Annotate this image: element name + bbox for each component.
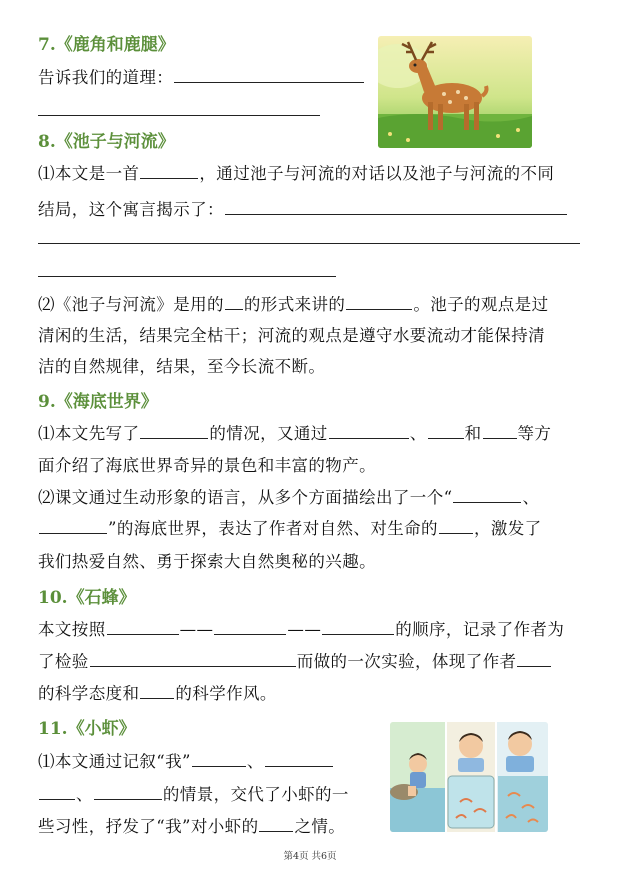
s9-q2-text-a: ⑵课文通过生动形象的语言，从多个方面描绘出了一个“ — [38, 488, 453, 507]
s10-blank-6[interactable] — [140, 684, 174, 699]
s11-line3 — [38, 813, 345, 837]
s9-q1-blank-3[interactable] — [428, 424, 464, 439]
s7-blank-1[interactable] — [174, 68, 364, 83]
s11-line1 — [38, 748, 334, 772]
section-7-heading: 7.《鹿角和鹿腿》 — [38, 35, 175, 55]
s10-text-e: 的科学态度和 — [38, 684, 140, 703]
s9-q1-text-e: 等方 — [517, 424, 552, 443]
s8-q2-line1 — [38, 291, 549, 315]
s10-line1 — [38, 616, 564, 640]
s11-text-d: 的情景，交代了小虾的一 — [162, 785, 349, 804]
s8-q1-blank-genre[interactable] — [140, 164, 198, 179]
s10-blank-5[interactable] — [517, 652, 551, 667]
s10-blank-2[interactable] — [214, 620, 286, 635]
s9-q1-text-b: 的情况，又通过 — [209, 424, 328, 443]
s9-q2-line3: 我们热爱自然、勇于探索大自然奥秘的兴趣。 — [38, 552, 376, 571]
s10-line2 — [38, 648, 552, 672]
s8-q1-blank-3[interactable] — [38, 276, 336, 277]
s10-text-c: 了检验 — [38, 652, 89, 671]
s8-q2-blank-form[interactable] — [225, 295, 243, 310]
page-footer: 第4页 共6页 — [283, 851, 337, 862]
s7-lesson-line — [38, 64, 365, 88]
s9-q1-blank-2[interactable] — [329, 424, 409, 439]
s9-q2-line1 — [38, 484, 539, 508]
s11-blank-4[interactable] — [94, 785, 162, 800]
s10-blank-1[interactable] — [107, 620, 179, 635]
s9-q2-text-b: 、 — [522, 488, 540, 507]
s8-q1-text-a: ⑴本文是一首 — [38, 164, 140, 183]
s9-q1-line1 — [38, 420, 551, 444]
s10-text-a: 本文按照 — [38, 620, 106, 639]
s11-blank-2[interactable] — [265, 752, 333, 767]
s9-q2-blank-3[interactable] — [439, 519, 473, 534]
s9-q1-text-d: 和 — [464, 424, 482, 443]
s10-dash-1: —— — [179, 620, 214, 639]
s8-q2-blank-content[interactable] — [346, 295, 412, 310]
s10-dash-2: —— — [287, 620, 322, 639]
s8-q1-line1 — [38, 160, 554, 184]
s9-q1-line2: 面介绍了海底世界奇异的景色和丰富的物产。 — [38, 456, 376, 475]
s11-blank-5[interactable] — [259, 817, 293, 832]
s9-q1-text-c: 、 — [409, 424, 427, 443]
s11-line2 — [38, 781, 349, 805]
s9-q2-blank-2[interactable] — [39, 519, 107, 534]
section-8-heading: 8.《池子与河流》 — [38, 132, 175, 152]
s10-blank-4[interactable] — [90, 652, 296, 667]
s8-q2-text-a: ⑵《池子与河流》是用的 — [38, 295, 224, 314]
s11-text-e: 些习性，抒发了“我”对小虾的 — [38, 817, 259, 836]
s11-blank-1[interactable] — [192, 752, 246, 767]
s7-blank-2[interactable] — [38, 115, 320, 116]
s8-q1-blank-2[interactable] — [38, 243, 580, 244]
s8-q1-line2 — [38, 196, 568, 220]
boy-and-shrimp-illustration — [390, 722, 548, 832]
s9-q1-blank-1[interactable] — [140, 424, 208, 439]
s8-q2-text-c: 。池子的观点是过 — [413, 295, 549, 314]
s8-q1-text-c: 结局，这个寓言揭示了： — [38, 200, 224, 219]
s8-q1-text-b: ，通过池子与河流的对话以及池子与河流的不同 — [199, 164, 555, 183]
s10-line3 — [38, 680, 277, 704]
s10-text-b: 的顺序，记录了作者为 — [395, 620, 565, 639]
section-10-heading: 10.《石蜂》 — [38, 588, 136, 608]
deer-illustration — [378, 36, 532, 148]
s11-text-f: 之情。 — [294, 817, 346, 836]
s11-text-c: 、 — [76, 785, 93, 804]
s11-blank-3[interactable] — [39, 785, 75, 800]
s9-q2-blank-1[interactable] — [453, 488, 521, 503]
s11-text-b: 、 — [246, 752, 264, 771]
s9-q2-text-c: ”的海底世界，表达了作者对自然、对生命的 — [108, 519, 438, 538]
s7-label: 告诉我们的道理： — [38, 68, 174, 87]
s11-text-a: ⑴本文通过记叙“我” — [38, 752, 191, 771]
s8-q1-blank-1[interactable] — [225, 200, 567, 215]
s8-q2-line3: 洁的自然规律，结果，至今长流不断。 — [38, 357, 326, 376]
s10-text-f: 的科学作风。 — [175, 684, 277, 703]
s8-q2-line2: 清闲的生活，结果完全枯干；河流的观点是遵守水要流动才能保持清 — [38, 326, 545, 345]
s9-q1-text-a: ⑴本文先写了 — [38, 424, 140, 443]
s9-q1-blank-4[interactable] — [483, 424, 517, 439]
s9-q2-line2 — [38, 515, 542, 539]
section-9-heading: 9.《海底世界》 — [38, 392, 158, 412]
s8-q2-text-b: 的形式来讲的 — [243, 295, 346, 314]
s10-blank-3[interactable] — [322, 620, 394, 635]
s10-text-d: 而做的一次实验，体现了作者 — [296, 652, 517, 671]
s9-q2-text-d: ，激发了 — [473, 519, 542, 538]
section-11-heading: 11.《小虾》 — [38, 719, 136, 739]
